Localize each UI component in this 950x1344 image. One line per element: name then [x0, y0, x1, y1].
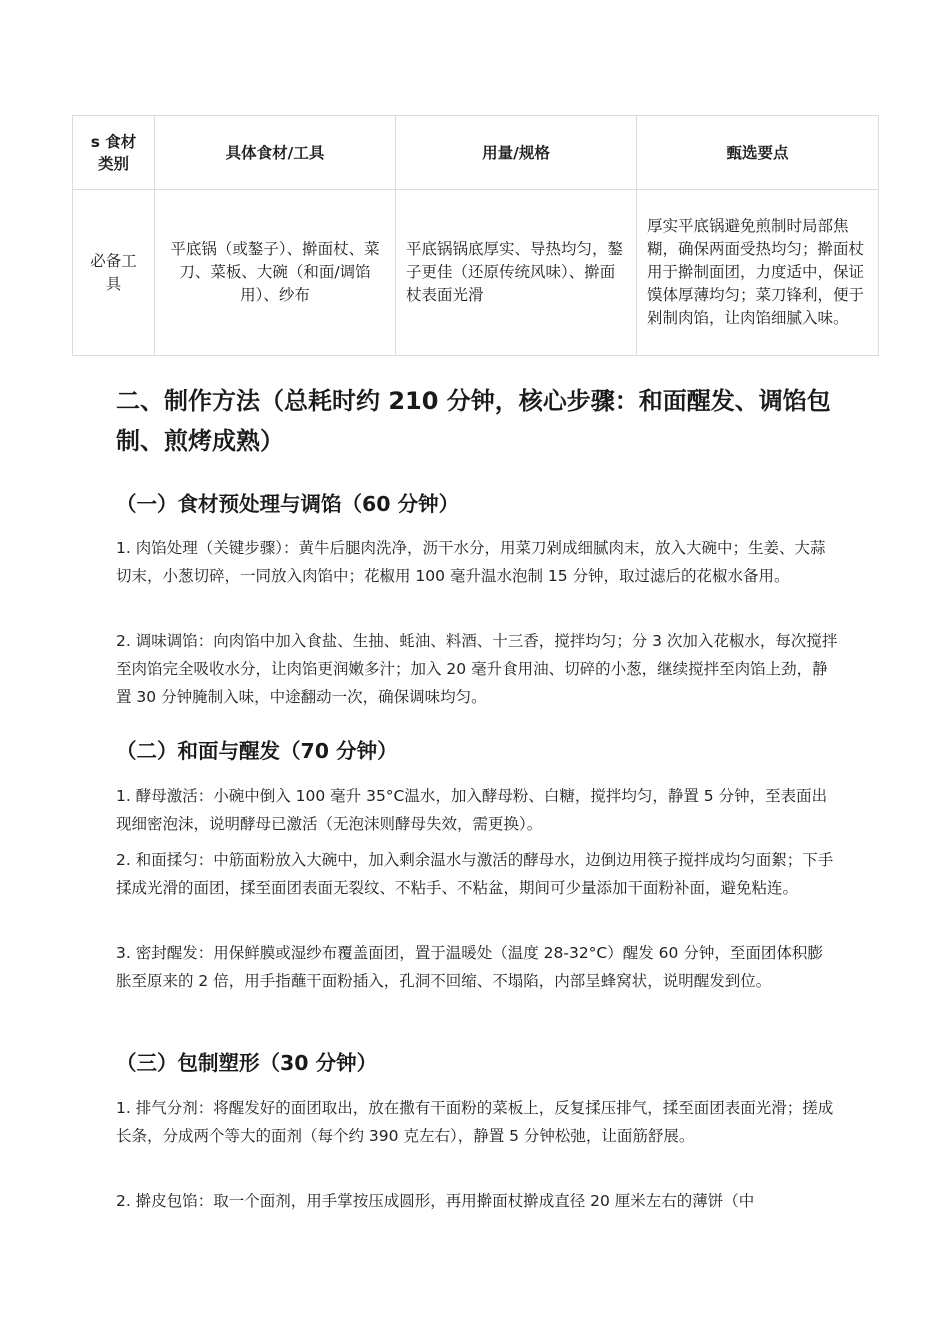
ingredients-table	[72, 115, 879, 356]
cell-category: 必备工具	[73, 190, 155, 356]
step-paragraph: 1. 排气分剂：将醒发好的面团取出，放在撒有干面粉的菜板上，反复揉压排气，揉至面团表面光滑；搓成长条，分成两个等大的面剂（每个约 390 克左右），静置 5 分钟松弛，让面筋舒展。	[116, 1099, 834, 1145]
step-paragraph: 1. 肉馅处理（关键步骤）：黄牛后腿肉洗净，沥干水分，用菜刀剁成细腻肉末，放入大碗中；生姜、大蒜切末，小葱切碎，一同放入肉馅中；花椒用 100 毫升温水泡制 15 分钟，取过滤后的花椒水备用。	[116, 539, 826, 585]
subsection-title-dough: （二）和面与醒发（70 分钟）	[116, 739, 398, 763]
header-category: s 食材类别	[73, 116, 155, 190]
header-spec: 用量/规格	[396, 116, 637, 190]
step-paragraph: 2. 调味调馅：向肉馅中加入食盐、生抽、蚝油、料酒、十三香，搅拌均匀；分 3 次加入花椒水，每次搅拌至肉馅完全吸收水分，让肉馅更润嫩多汁；加入 20 毫升食用油、切碎的小葱，继续搅拌至肉馅上劲，静置 30 分钟腌制入味，中途翻动一次，确保调味均匀。	[116, 632, 838, 706]
cell-spec: 平底锅锅底厚实、导热均匀，鏊子更佳（还原传统风味）、擀面杖表面光滑	[396, 190, 637, 356]
header-key-points: 甄选要点	[637, 116, 879, 190]
step-paragraph: 2. 擀皮包馅：取一个面剂，用手掌按压成圆形，再用擀面杖擀成直径 20 厘米左右的薄饼（中	[116, 1192, 755, 1210]
cell-items: 平底锅（或鏊子）、擀面杖、菜刀、菜板、大碗（和面/调馅用）、纱布	[155, 190, 396, 356]
step-paragraph: 2. 和面揉匀：中筋面粉放入大碗中，加入剩余温水与激活的酵母水，边倒边用筷子搅拌成均匀面絮；下手揉成光滑的面团，揉至面团表面无裂纹、不粘手、不粘盆，期间可少量添加干面粉补面，避免粘连。	[116, 851, 834, 897]
subsection-title-shaping: （三）包制塑形（30 分钟）	[116, 1051, 378, 1075]
subsection-title-prep: （一）食材预处理与调馅（60 分钟）	[116, 492, 460, 516]
header-items: 具体食材/工具	[155, 116, 396, 190]
table-header-row	[73, 116, 879, 190]
step-paragraph: 1. 酵母激活：小碗中倒入 100 毫升 35°C温水，加入酵母粉、白糖，搅拌均匀，静置 5 分钟，至表面出现细密泡沫，说明酵母已激活（无泡沫则酵母失效，需更换）。	[116, 787, 828, 833]
step-paragraph: 3. 密封醒发：用保鲜膜或湿纱布覆盖面团，置于温暖处（温度 28-32°C）醒发 60 分钟，至面团体积膨胀至原来的 2 倍，用手指蘸干面粉插入，孔洞不回缩、不塌陷，内部呈蜂窝状，说明醒发到位。	[116, 944, 823, 990]
cell-key-points: 厚实平底锅避免煎制时局部焦糊，确保两面受热均匀；擀面杖用于擀制面团，力度适中，保证馍体厚薄均匀；菜刀锋利，便于剁制肉馅，让肉馅细腻入味。	[637, 190, 879, 356]
section-title: 二、制作方法（总耗时约 210 分钟，核心步骤：和面醒发、调馅包制、煎烤成熟）	[116, 387, 831, 455]
table-row	[73, 190, 879, 356]
